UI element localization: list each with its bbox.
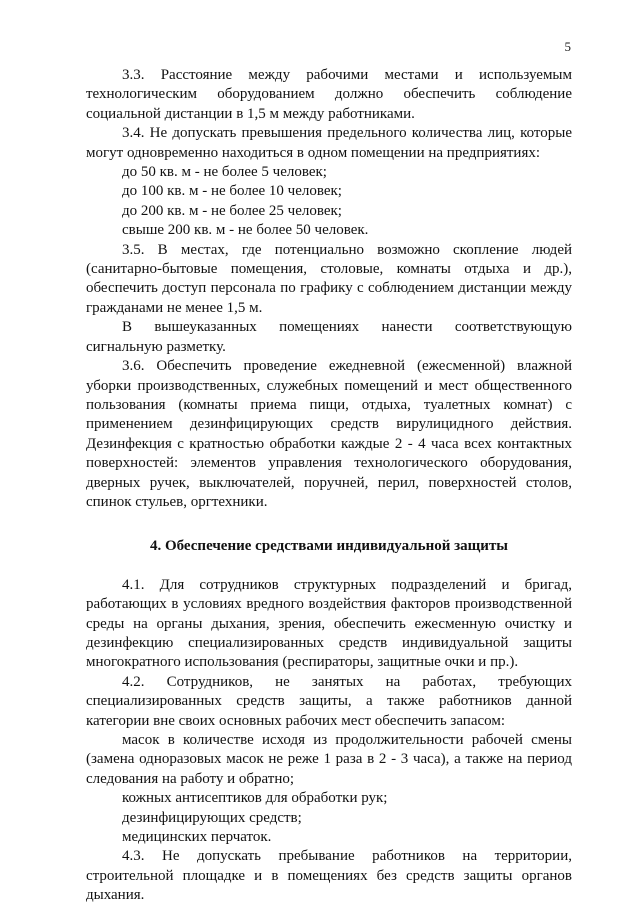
supply-item: медицинских перчаток. xyxy=(122,829,272,846)
section-4-heading: 4. Обеспечение средствами индивидуальной защиты xyxy=(149,538,509,555)
paragraph-4-3: 4.3. Не допускать пребывание работников на территории, строительной площадке и в помещениях без средств защиты органов дыхания. xyxy=(86,848,572,904)
supply-item: кожных антисептиков для обработки рук; xyxy=(122,790,388,807)
paragraph-4-1: 4.1. Для сотрудников структурных подразделений и бригад, работающих в условиях вредного воздействия факторов производственной среды на органы дыхания, зрения, обеспечить ежесменную очистку и дезинфекцию специализированных средств индивидуальной защиты многократного использования (респираторы, защитные очки и пр.). xyxy=(86,576,572,671)
paragraph-3-5-marking: В вышеуказанных помещениях нанести соответствующую сигнальную разметку. xyxy=(86,319,572,355)
document-body xyxy=(86,66,572,906)
area-limit-item: свыше 200 кв. м - не более 50 человек. xyxy=(122,222,369,239)
area-limit-item: до 200 кв. м - не более 25 человек; xyxy=(122,202,342,219)
paragraph-3-5: 3.5. В местах, где потенциально возможно скопление людей (санитарно-бытовые помещения, столовые, комнаты отдыха и др.), обеспечить доступ персонала по графику с соблюдением дистанции между гражданами не менее 1,5 м. xyxy=(86,241,572,316)
paragraph-4-2: 4.2. Сотрудников, не занятых на работах, требующих специализированных средств защиты, а также работников данной категории вне своих основных рабочих мест обеспечить запасом: xyxy=(86,673,572,729)
page-number: 5 xyxy=(564,39,571,54)
area-limit-item: до 50 кв. м - не более 5 человек; xyxy=(122,164,327,181)
supply-item: дезинфицирующих средств; xyxy=(122,809,302,826)
paragraph-3-4: 3.4. Не допускать превышения предельного количества лиц, которые могут одновременно находиться в одном помещении на предприятиях: xyxy=(86,125,572,161)
paragraph-3-3: 3.3. Расстояние между рабочими местами и используемым технологическим оборудованием должно обеспечить соблюдение социальной дистанции в 1,5 м между работниками. xyxy=(86,67,572,122)
paragraph-4-2-masks: масок в количестве исходя из продолжительности рабочей смены (замена одноразовых масок не реже 1 раза в 2 - 3 часа), а также на период следования на работу и обратно; xyxy=(86,732,572,787)
paragraph-3-6: 3.6. Обеспечить проведение ежедневной (ежесменной) влажной уборки производственных, служебных помещений и мест общественного пользования (комнаты приема пищи, отдыха, туалетных комнат) с применением дезинфицирующих средств вирулицидного действия. Дезинфекция с кратностью обработки каждые 2 - 4 часа всех контактных поверхностей: элементов управления технологического оборудования, дверных ручек, выключателей, поручней, перил, поверхностей столов, спинок стульев, оргтехники. xyxy=(86,358,572,510)
area-limit-item: до 100 кв. м - не более 10 человек; xyxy=(122,183,342,200)
